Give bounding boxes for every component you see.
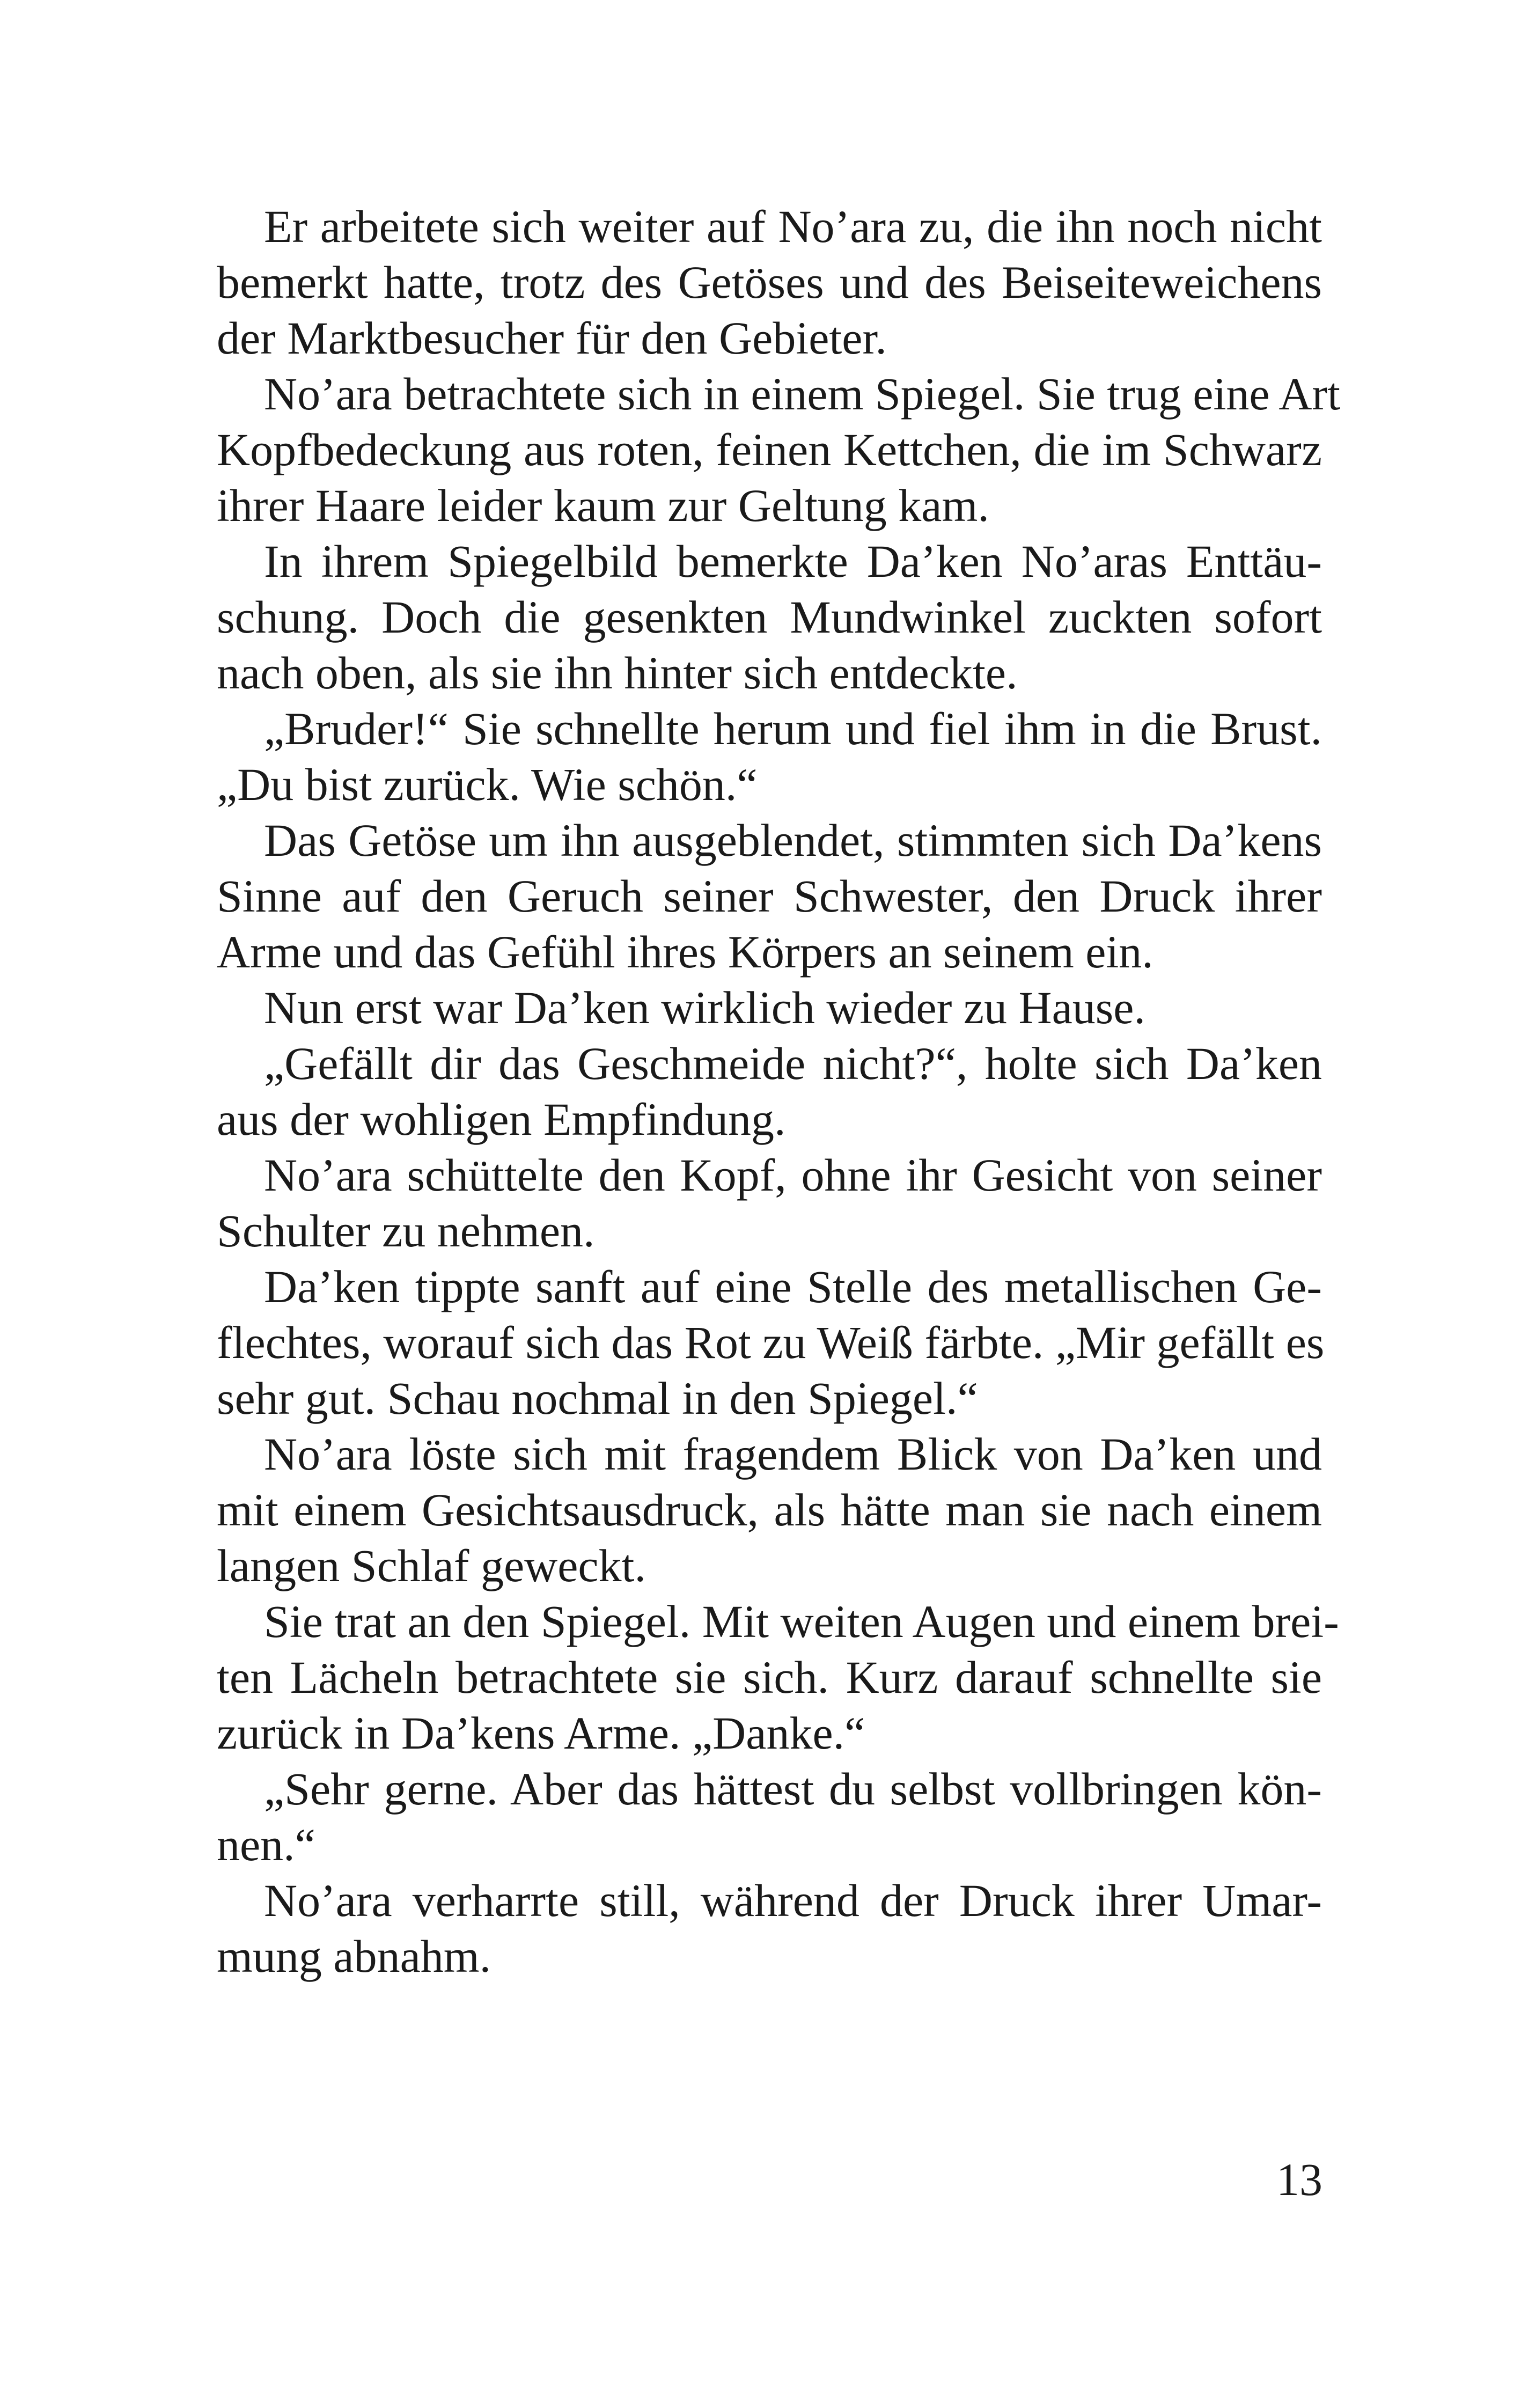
text-line: No’ara betrachtete sich in einem Spiegel. Sie trug eine Art xyxy=(264,368,1340,420)
text-line: langen Schlaf geweckt. xyxy=(217,1540,646,1591)
text-line: mung abnahm. xyxy=(217,1930,491,1982)
text-line: nach oben, als sie ihn hinter sich entdeckte. xyxy=(217,647,1018,699)
text-line: mit einem Gesichtsausdruck, als hätte man sie nach einem xyxy=(217,1484,1322,1536)
text-line: „Bruder!“ Sie schnellte herum und fiel ihm in die Brust. xyxy=(264,703,1322,754)
text-line: sehr gut. Schau nochmal in den Spiegel.“ xyxy=(217,1372,978,1424)
text-line: No’ara schüttelte den Kopf, ohne ihr Gesicht von seiner xyxy=(264,1149,1322,1201)
text-line: zurück in Da’kens Arme. „Danke.“ xyxy=(217,1707,865,1759)
page-number: 13 xyxy=(1276,2154,1322,2205)
text-line: Schulter zu nehmen. xyxy=(217,1205,595,1257)
text-line: „Du bist zurück. Wie schön.“ xyxy=(217,759,758,810)
text-line: ihrer Haare leider kaum zur Geltung kam. xyxy=(217,480,989,531)
text-line: In ihrem Spiegelbild bemerkte Da’ken No’aras Enttäu- xyxy=(264,535,1322,587)
text-line: Arme und das Gefühl ihres Körpers an seinem ein. xyxy=(217,926,1153,978)
text-line: Da’ken tippte sanft auf eine Stelle des metallischen Ge- xyxy=(264,1261,1322,1312)
text-line: schung. Doch die gesenkten Mundwinkel zuckten sofort xyxy=(217,591,1322,643)
text-line: No’ara verharrte still, während der Druck ihrer Umar- xyxy=(264,1875,1322,1926)
text-line: bemerkt hatte, trotz des Getöses und des Beiseiteweichens xyxy=(217,256,1322,308)
text-line: flechtes, worauf sich das Rot zu Weiß färbte. „Mir gefällt es xyxy=(217,1317,1325,1368)
text-line: aus der wohligen Empfindung. xyxy=(217,1093,786,1145)
text-line: Sinne auf den Geruch seiner Schwester, den Druck ihrer xyxy=(217,870,1322,922)
text-line: Nun erst war Da’ken wirklich wieder zu Hause. xyxy=(264,982,1145,1033)
text-line: „Gefällt dir das Geschmeide nicht?“, holte sich Da’ken xyxy=(264,1038,1322,1089)
text-line: Kopfbedeckung aus roten, feinen Kettchen, die im Schwarz xyxy=(217,424,1322,475)
text-line: nen.“ xyxy=(217,1819,315,1870)
text-line: „Sehr gerne. Aber das hättest du selbst vollbringen kön- xyxy=(264,1763,1322,1815)
text-line: der Marktbesucher für den Gebieter. xyxy=(217,312,887,364)
body-text xyxy=(217,199,1340,1984)
text-line: Er arbeitete sich weiter auf No’ara zu, die ihn noch nicht xyxy=(264,201,1322,252)
text-line: Das Getöse um ihn ausgeblendet, stimmten sich Da’kens xyxy=(264,814,1322,866)
text-line: Sie trat an den Spiegel. Mit weiten Augen und einem brei- xyxy=(264,1596,1339,1647)
text-line: ten Lächeln betrachtete sie sich. Kurz darauf schnellte sie xyxy=(217,1651,1322,1703)
text-line: No’ara löste sich mit fragendem Blick von Da’ken und xyxy=(264,1428,1322,1480)
